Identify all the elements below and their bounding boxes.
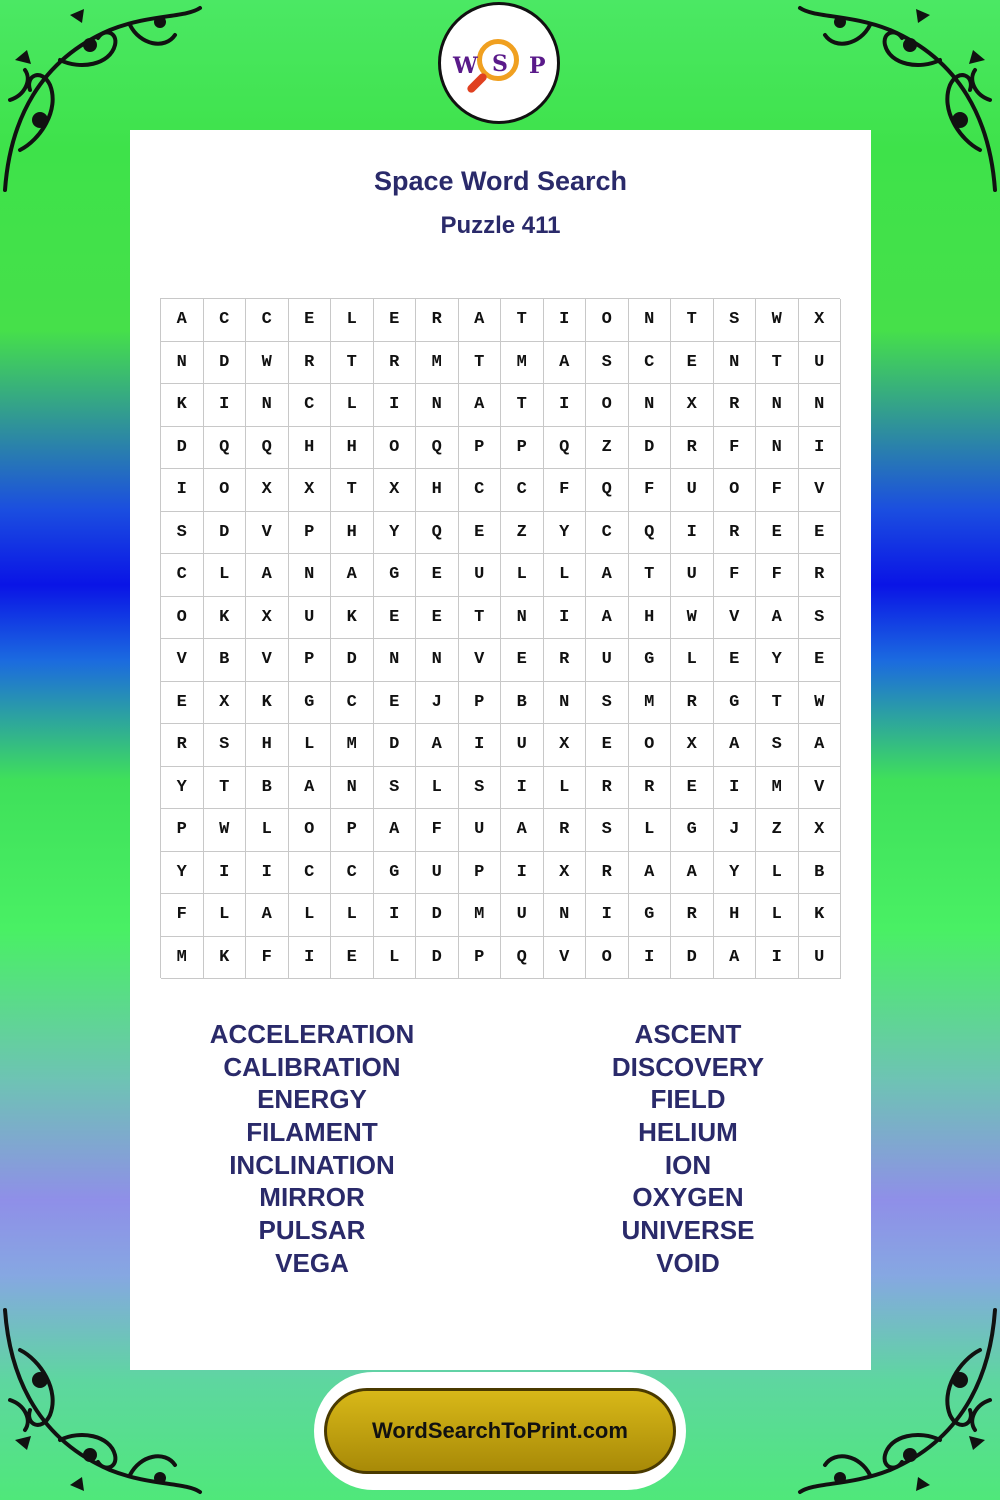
- grid-cell[interactable]: O: [629, 724, 672, 767]
- grid-cell[interactable]: V: [246, 512, 289, 555]
- grid-cell[interactable]: O: [586, 299, 629, 342]
- grid-cell[interactable]: N: [289, 554, 332, 597]
- grid-cell[interactable]: B: [246, 767, 289, 810]
- grid-cell[interactable]: N: [544, 682, 587, 725]
- grid-cell[interactable]: H: [331, 512, 374, 555]
- grid-cell[interactable]: A: [586, 597, 629, 640]
- grid-cell[interactable]: J: [714, 809, 757, 852]
- grid-cell[interactable]: H: [416, 469, 459, 512]
- grid-cell[interactable]: T: [204, 767, 247, 810]
- grid-cell[interactable]: S: [204, 724, 247, 767]
- grid-cell[interactable]: A: [416, 724, 459, 767]
- grid-cell[interactable]: W: [756, 299, 799, 342]
- grid-cell[interactable]: T: [459, 597, 502, 640]
- puzzle-card: [130, 130, 871, 1370]
- grid-cell[interactable]: M: [161, 937, 204, 980]
- grid-cell[interactable]: H: [714, 894, 757, 937]
- grid-cell[interactable]: A: [629, 852, 672, 895]
- grid-cell[interactable]: I: [459, 724, 502, 767]
- grid-cell[interactable]: P: [459, 937, 502, 980]
- grid-cell[interactable]: A: [459, 299, 502, 342]
- grid-cell[interactable]: A: [799, 724, 842, 767]
- grid-cell[interactable]: N: [501, 597, 544, 640]
- grid-cell[interactable]: K: [204, 937, 247, 980]
- grid-cell[interactable]: P: [459, 682, 502, 725]
- grid-cell[interactable]: Q: [246, 427, 289, 470]
- grid-cell[interactable]: D: [416, 894, 459, 937]
- grid-cell[interactable]: A: [544, 342, 587, 385]
- grid-cell[interactable]: Q: [416, 512, 459, 555]
- grid-cell[interactable]: E: [416, 554, 459, 597]
- word-list-item: PULSAR: [258, 1215, 366, 1246]
- grid-cell[interactable]: D: [204, 512, 247, 555]
- grid-cell[interactable]: N: [799, 384, 842, 427]
- grid-cell[interactable]: U: [459, 554, 502, 597]
- grid-cell[interactable]: C: [204, 299, 247, 342]
- grid-cell[interactable]: T: [501, 384, 544, 427]
- grid-cell[interactable]: M: [501, 342, 544, 385]
- grid-cell[interactable]: E: [799, 512, 842, 555]
- grid-cell[interactable]: D: [331, 639, 374, 682]
- grid-cell[interactable]: H: [331, 427, 374, 470]
- grid-cell[interactable]: N: [714, 342, 757, 385]
- grid-cell[interactable]: Q: [416, 427, 459, 470]
- grid-cell[interactable]: T: [501, 299, 544, 342]
- grid-cell[interactable]: L: [756, 894, 799, 937]
- grid-cell[interactable]: I: [374, 384, 417, 427]
- grid-cell[interactable]: V: [161, 639, 204, 682]
- grid-cell[interactable]: B: [204, 639, 247, 682]
- grid-cell[interactable]: E: [416, 597, 459, 640]
- grid-cell[interactable]: P: [289, 512, 332, 555]
- grid-cell[interactable]: W: [671, 597, 714, 640]
- grid-cell[interactable]: B: [501, 682, 544, 725]
- word-list-left: [162, 1018, 462, 1280]
- grid-cell[interactable]: F: [756, 554, 799, 597]
- grid-cell[interactable]: Q: [544, 427, 587, 470]
- grid-cell[interactable]: X: [544, 852, 587, 895]
- grid-cell[interactable]: K: [331, 597, 374, 640]
- grid-cell[interactable]: N: [416, 384, 459, 427]
- grid-cell[interactable]: S: [586, 809, 629, 852]
- grid-cell[interactable]: V: [799, 469, 842, 512]
- grid-cell[interactable]: L: [544, 767, 587, 810]
- grid-cell[interactable]: A: [714, 724, 757, 767]
- grid-cell[interactable]: L: [671, 639, 714, 682]
- grid-cell[interactable]: X: [799, 809, 842, 852]
- grid-cell[interactable]: U: [416, 852, 459, 895]
- grid-cell[interactable]: W: [204, 809, 247, 852]
- grid-cell[interactable]: N: [756, 427, 799, 470]
- grid-cell[interactable]: C: [459, 469, 502, 512]
- grid-cell[interactable]: I: [246, 852, 289, 895]
- grid-cell[interactable]: M: [756, 767, 799, 810]
- grid-cell[interactable]: D: [416, 937, 459, 980]
- grid-cell[interactable]: F: [714, 427, 757, 470]
- grid-cell[interactable]: R: [161, 724, 204, 767]
- grid-cell[interactable]: D: [374, 724, 417, 767]
- grid-cell[interactable]: R: [289, 342, 332, 385]
- grid-cell[interactable]: S: [459, 767, 502, 810]
- grid-cell[interactable]: Q: [586, 469, 629, 512]
- grid-cell[interactable]: G: [374, 852, 417, 895]
- word-list-item: ASCENT: [634, 1019, 742, 1049]
- grid-cell[interactable]: Z: [756, 809, 799, 852]
- grid-cell[interactable]: N: [331, 767, 374, 810]
- grid-cell[interactable]: F: [714, 554, 757, 597]
- grid-cell[interactable]: E: [374, 299, 417, 342]
- grid-cell[interactable]: A: [586, 554, 629, 597]
- grid-cell[interactable]: R: [629, 767, 672, 810]
- word-list-item: UNIVERSE: [621, 1215, 755, 1246]
- grid-cell[interactable]: I: [586, 894, 629, 937]
- grid-cell[interactable]: I: [671, 512, 714, 555]
- grid-cell[interactable]: I: [161, 469, 204, 512]
- grid-cell[interactable]: P: [161, 809, 204, 852]
- grid-cell[interactable]: O: [161, 597, 204, 640]
- grid-cell[interactable]: U: [799, 342, 842, 385]
- grid-cell[interactable]: T: [671, 299, 714, 342]
- grid-cell[interactable]: A: [501, 809, 544, 852]
- grid-cell[interactable]: G: [714, 682, 757, 725]
- grid-cell[interactable]: T: [459, 342, 502, 385]
- grid-cell[interactable]: A: [289, 767, 332, 810]
- grid-cell[interactable]: G: [629, 639, 672, 682]
- grid-cell[interactable]: L: [629, 809, 672, 852]
- grid-cell[interactable]: I: [629, 937, 672, 980]
- grid-cell[interactable]: A: [671, 852, 714, 895]
- grid-cell[interactable]: I: [544, 384, 587, 427]
- grid-cell[interactable]: X: [671, 724, 714, 767]
- grid-cell[interactable]: R: [544, 809, 587, 852]
- grid-cell[interactable]: U: [459, 809, 502, 852]
- grid-cell[interactable]: T: [331, 342, 374, 385]
- grid-cell[interactable]: E: [374, 597, 417, 640]
- word-list-item: HELIUM: [638, 1117, 738, 1148]
- grid-cell[interactable]: U: [289, 597, 332, 640]
- grid-cell[interactable]: Z: [586, 427, 629, 470]
- grid-cell[interactable]: Z: [501, 512, 544, 555]
- grid-cell[interactable]: R: [671, 894, 714, 937]
- grid-cell[interactable]: D: [671, 937, 714, 980]
- grid-cell[interactable]: I: [204, 384, 247, 427]
- grid-cell[interactable]: I: [799, 427, 842, 470]
- grid-cell[interactable]: N: [246, 384, 289, 427]
- word-list-item: INCLINATION: [229, 1149, 395, 1180]
- grid-cell[interactable]: P: [459, 852, 502, 895]
- word-list-item: CALIBRATION: [223, 1051, 401, 1082]
- grid-cell[interactable]: X: [799, 299, 842, 342]
- grid-cell[interactable]: P: [331, 809, 374, 852]
- grid-cell[interactable]: O: [586, 937, 629, 980]
- grid-cell[interactable]: Y: [374, 512, 417, 555]
- grid-cell[interactable]: K: [246, 682, 289, 725]
- grid-cell[interactable]: N: [756, 384, 799, 427]
- word-list-item: FIELD: [650, 1084, 726, 1115]
- word-list-item: FILAMENT: [246, 1117, 378, 1148]
- grid-cell[interactable]: Q: [629, 512, 672, 555]
- grid-cell[interactable]: E: [459, 512, 502, 555]
- grid-cell[interactable]: L: [331, 384, 374, 427]
- grid-cell[interactable]: U: [799, 937, 842, 980]
- grid-cell[interactable]: E: [374, 682, 417, 725]
- grid-cell[interactable]: K: [204, 597, 247, 640]
- grid-cell[interactable]: R: [586, 852, 629, 895]
- grid-cell[interactable]: G: [629, 894, 672, 937]
- grid-cell[interactable]: U: [501, 894, 544, 937]
- grid-cell[interactable]: X: [289, 469, 332, 512]
- grid-cell[interactable]: E: [756, 512, 799, 555]
- word-list-item: MIRROR: [259, 1182, 365, 1213]
- grid-cell[interactable]: C: [246, 299, 289, 342]
- grid-cell[interactable]: M: [459, 894, 502, 937]
- grid-cell[interactable]: X: [671, 384, 714, 427]
- grid-cell[interactable]: M: [629, 682, 672, 725]
- word-list-item: VOID: [656, 1247, 720, 1278]
- grid-cell[interactable]: R: [671, 682, 714, 725]
- grid-cell[interactable]: I: [756, 937, 799, 980]
- grid-cell[interactable]: F: [629, 469, 672, 512]
- grid-cell[interactable]: X: [246, 469, 289, 512]
- grid-cell[interactable]: A: [374, 809, 417, 852]
- grid-cell[interactable]: E: [714, 639, 757, 682]
- grid-cell[interactable]: E: [671, 767, 714, 810]
- grid-cell[interactable]: L: [501, 554, 544, 597]
- grid-cell[interactable]: R: [671, 427, 714, 470]
- grid-cell[interactable]: W: [799, 682, 842, 725]
- page-title: Space Word Search: [373, 166, 628, 196]
- grid-cell[interactable]: S: [799, 597, 842, 640]
- grid-cell[interactable]: H: [289, 427, 332, 470]
- grid-cell[interactable]: B: [799, 852, 842, 895]
- grid-cell[interactable]: M: [331, 724, 374, 767]
- grid-cell[interactable]: V: [459, 639, 502, 682]
- grid-cell[interactable]: S: [756, 724, 799, 767]
- grid-cell[interactable]: D: [204, 342, 247, 385]
- grid-cell[interactable]: E: [586, 724, 629, 767]
- grid-cell[interactable]: E: [799, 639, 842, 682]
- grid-cell[interactable]: C: [289, 384, 332, 427]
- word-list-item: ACCELERATION: [209, 1019, 415, 1049]
- grid-cell[interactable]: Y: [544, 512, 587, 555]
- grid-cell[interactable]: Y: [714, 852, 757, 895]
- grid-cell[interactable]: E: [289, 299, 332, 342]
- grid-cell[interactable]: T: [756, 342, 799, 385]
- grid-cell[interactable]: S: [586, 682, 629, 725]
- grid-cell[interactable]: I: [544, 299, 587, 342]
- grid-cell[interactable]: O: [714, 469, 757, 512]
- grid-cell[interactable]: K: [161, 384, 204, 427]
- grid-cell[interactable]: H: [246, 724, 289, 767]
- grid-cell[interactable]: A: [714, 937, 757, 980]
- logo-letter-p: P: [529, 53, 546, 79]
- grid-cell[interactable]: L: [289, 724, 332, 767]
- grid-cell[interactable]: Y: [756, 639, 799, 682]
- grid-cell[interactable]: C: [629, 342, 672, 385]
- grid-cell[interactable]: N: [161, 342, 204, 385]
- grid-cell[interactable]: T: [629, 554, 672, 597]
- grid-cell[interactable]: N: [416, 639, 459, 682]
- grid-cell[interactable]: F: [544, 469, 587, 512]
- grid-cell[interactable]: N: [544, 894, 587, 937]
- grid-cell[interactable]: O: [586, 384, 629, 427]
- grid-cell[interactable]: F: [416, 809, 459, 852]
- grid-cell[interactable]: R: [799, 554, 842, 597]
- grid-cell[interactable]: C: [289, 852, 332, 895]
- word-list-item: VEGA: [275, 1247, 349, 1278]
- grid-cell[interactable]: V: [544, 937, 587, 980]
- letter-grid: [160, 298, 840, 978]
- grid-cell[interactable]: V: [799, 767, 842, 810]
- grid-cell[interactable]: C: [501, 469, 544, 512]
- grid-cell[interactable]: L: [289, 894, 332, 937]
- grid-cell[interactable]: T: [331, 469, 374, 512]
- grid-cell[interactable]: T: [756, 682, 799, 725]
- grid-cell[interactable]: I: [204, 852, 247, 895]
- grid-cell[interactable]: I: [501, 767, 544, 810]
- word-list-right: [538, 1018, 838, 1280]
- grid-cell[interactable]: X: [544, 724, 587, 767]
- grid-cell[interactable]: A: [246, 554, 289, 597]
- grid-cell[interactable]: W: [246, 342, 289, 385]
- grid-cell[interactable]: D: [161, 427, 204, 470]
- grid-cell[interactable]: P: [289, 639, 332, 682]
- grid-cell[interactable]: E: [161, 682, 204, 725]
- grid-cell[interactable]: I: [544, 597, 587, 640]
- grid-cell[interactable]: C: [586, 512, 629, 555]
- logo-letter-s: S: [492, 51, 508, 77]
- grid-cell[interactable]: R: [714, 512, 757, 555]
- grid-cell[interactable]: A: [331, 554, 374, 597]
- grid-cell[interactable]: L: [204, 894, 247, 937]
- grid-cell[interactable]: S: [714, 299, 757, 342]
- grid-cell[interactable]: P: [459, 427, 502, 470]
- grid-cell[interactable]: L: [544, 554, 587, 597]
- logo-letter-w: W: [453, 53, 478, 79]
- footer-badge: [314, 1372, 686, 1490]
- grid-cell[interactable]: C: [331, 852, 374, 895]
- grid-cell[interactable]: G: [671, 809, 714, 852]
- grid-cell[interactable]: O: [204, 469, 247, 512]
- grid-cell[interactable]: I: [289, 937, 332, 980]
- grid-cell[interactable]: K: [799, 894, 842, 937]
- grid-cell[interactable]: N: [629, 384, 672, 427]
- word-list-item: OXYGEN: [632, 1182, 744, 1213]
- grid-cell[interactable]: V: [246, 639, 289, 682]
- grid-cell[interactable]: A: [161, 299, 204, 342]
- grid-cell[interactable]: A: [246, 894, 289, 937]
- grid-cell[interactable]: O: [289, 809, 332, 852]
- word-list-item: ION: [664, 1149, 712, 1180]
- grid-cell[interactable]: S: [586, 342, 629, 385]
- grid-cell[interactable]: R: [714, 384, 757, 427]
- word-list-item: DISCOVERY: [611, 1051, 765, 1082]
- grid-cell[interactable]: E: [671, 342, 714, 385]
- grid-cell[interactable]: F: [246, 937, 289, 980]
- grid-cell[interactable]: R: [416, 299, 459, 342]
- grid-cell[interactable]: E: [501, 639, 544, 682]
- website-link-button[interactable]: WordSearchToPrint.com: [324, 1388, 676, 1474]
- grid-cell[interactable]: Y: [161, 852, 204, 895]
- grid-cell[interactable]: J: [416, 682, 459, 725]
- grid-cell[interactable]: Y: [161, 767, 204, 810]
- grid-cell[interactable]: G: [289, 682, 332, 725]
- grid-cell[interactable]: Q: [501, 937, 544, 980]
- grid-cell[interactable]: L: [374, 937, 417, 980]
- grid-cell[interactable]: U: [671, 469, 714, 512]
- grid-cell[interactable]: S: [161, 512, 204, 555]
- grid-cell[interactable]: X: [246, 597, 289, 640]
- grid-cell[interactable]: C: [161, 554, 204, 597]
- grid-cell[interactable]: L: [246, 809, 289, 852]
- grid-cell[interactable]: I: [714, 767, 757, 810]
- grid-cell[interactable]: L: [756, 852, 799, 895]
- grid-cell[interactable]: R: [544, 639, 587, 682]
- word-list-item: ENERGY: [257, 1084, 367, 1115]
- grid-cell[interactable]: G: [374, 554, 417, 597]
- grid-cell[interactable]: D: [629, 427, 672, 470]
- grid-cell[interactable]: L: [204, 554, 247, 597]
- grid-cell[interactable]: S: [374, 767, 417, 810]
- grid-cell[interactable]: R: [374, 342, 417, 385]
- grid-cell[interactable]: F: [756, 469, 799, 512]
- grid-cell[interactable]: H: [629, 597, 672, 640]
- grid-cell[interactable]: L: [331, 894, 374, 937]
- grid-cell[interactable]: Q: [204, 427, 247, 470]
- grid-cell[interactable]: V: [714, 597, 757, 640]
- grid-cell[interactable]: C: [331, 682, 374, 725]
- grid-cell[interactable]: L: [416, 767, 459, 810]
- grid-cell[interactable]: U: [501, 724, 544, 767]
- grid-cell[interactable]: A: [459, 384, 502, 427]
- grid-cell[interactable]: L: [331, 299, 374, 342]
- grid-cell[interactable]: N: [374, 639, 417, 682]
- grid-cell[interactable]: O: [374, 427, 417, 470]
- grid-cell[interactable]: U: [586, 639, 629, 682]
- grid-cell[interactable]: R: [586, 767, 629, 810]
- grid-cell[interactable]: N: [629, 299, 672, 342]
- grid-cell[interactable]: U: [671, 554, 714, 597]
- grid-cell[interactable]: E: [331, 937, 374, 980]
- grid-cell[interactable]: F: [161, 894, 204, 937]
- grid-cell[interactable]: A: [756, 597, 799, 640]
- grid-cell[interactable]: I: [501, 852, 544, 895]
- grid-cell[interactable]: I: [374, 894, 417, 937]
- grid-cell[interactable]: M: [416, 342, 459, 385]
- site-logo[interactable]: [438, 2, 560, 124]
- grid-cell[interactable]: X: [204, 682, 247, 725]
- grid-cell[interactable]: P: [501, 427, 544, 470]
- grid-cell[interactable]: X: [374, 469, 417, 512]
- puzzle-number: Puzzle 411: [440, 212, 561, 239]
